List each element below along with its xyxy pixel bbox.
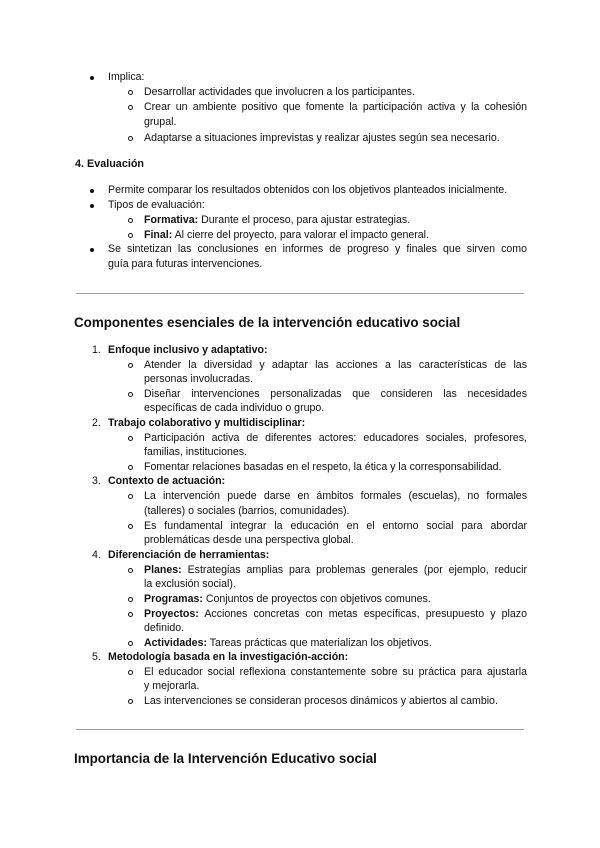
c3-a-line2: (talleres) o sociales (barrios, comunidades). [144, 505, 350, 517]
bullet-circle [128, 436, 133, 441]
planes-label: Planes: [144, 564, 182, 576]
bullet-circle [128, 699, 133, 704]
programas-label: Programas: [144, 593, 203, 605]
c4-proyectos-line1 [144, 607, 527, 622]
bullet-circle [128, 494, 133, 499]
evaluacion-item-3-line1: Se sintetizan las conclusiones en informes de progreso y finales que sirven como [108, 243, 527, 255]
bullet-circle [128, 105, 133, 110]
implica-label: Implica: [108, 71, 145, 83]
bullet-circle [128, 233, 133, 238]
programas-text: Conjuntos de proyectos con objetivos comunes. [205, 593, 431, 605]
c4-programas [144, 592, 431, 607]
implica-item-2-line2: grupal. [144, 116, 177, 128]
c3-title: Contexto de actuación: [108, 475, 226, 487]
implica-item-2-line1: Crear un ambiente positivo que fomente la participación activa y la cohesión [144, 101, 527, 113]
bullet-circle [128, 465, 133, 470]
formativa-label: Formativa: [144, 214, 199, 226]
bullet-dot [90, 204, 94, 208]
proyectos-text: Acciones concretas con metas específicas, presupuesto y plazo [204, 608, 527, 620]
c3-a-line1: La intervención puede darse en ámbitos formales (escuelas), no formales [144, 490, 527, 502]
evaluacion-final [144, 228, 429, 243]
bullet-circle [128, 670, 133, 675]
actividades-text: Tareas prácticas que materializan los objetivos. [209, 637, 432, 649]
list-number: 4. [92, 549, 101, 561]
list-number: 3. [92, 475, 101, 487]
evaluacion-heading: 4. Evaluación [75, 158, 145, 170]
c5-a-line1: El educador social reflexiona constantemente sobre su práctica para ajustarla [144, 666, 527, 678]
bullet-circle [128, 612, 133, 617]
implica-item-1: Desarrollar actividades que involucren a los participantes. [144, 86, 415, 98]
c4-title: Diferenciación de herramientas: [108, 549, 270, 561]
c2-a-line2: familias, instituciones. [144, 446, 248, 458]
planes-text: Estrategias amplias para problemas generales (por ejemplo, reducir [187, 564, 527, 576]
c1-a-line1: Atender la diversidad y adaptar las acciones a las características de las [144, 359, 527, 371]
bullet-circle [128, 392, 133, 397]
importancia-title: Importancia de la Intervención Educativo social [74, 751, 377, 766]
evaluacion-item-3-line2: guía para futuras intervenciones. [108, 258, 263, 270]
componentes-title: Componentes esenciales de la intervención educativo social [74, 315, 461, 330]
c4-proyectos-line2: definido. [144, 622, 185, 634]
final-label: Final: [144, 229, 173, 241]
list-number: 2. [92, 417, 101, 429]
c2-a-line1: Participación activa de diferentes actores: educadores sociales, profesores, [144, 432, 527, 444]
horizontal-divider [76, 293, 524, 294]
evaluacion-item-2: Tipos de evaluación: [108, 199, 205, 211]
formativa-text: Durante el proceso, para ajustar estrategias. [201, 214, 411, 226]
list-number: 1. [92, 344, 101, 356]
bullet-circle [128, 90, 133, 95]
c5-b-line1: Las intervenciones se consideran procesos dinámicos y abiertos al cambio. [144, 695, 498, 707]
evaluacion-formativa [144, 213, 410, 228]
bullet-dot [90, 248, 94, 252]
c2-b-line1: Fomentar relaciones basadas en el respeto, la ética y la corresponsabilidad. [144, 461, 502, 473]
c1-a-line2: personas involucradas. [144, 373, 253, 385]
implica-item-3: Adaptarse a situaciones imprevistas y realizar ajustes según sea necesario. [144, 132, 500, 144]
evaluacion-item-1: Permite comparar los resultados obtenidos con los objetivos planteados inicialmente. [108, 184, 508, 196]
bullet-circle [128, 568, 133, 573]
horizontal-divider [76, 729, 524, 730]
c5-a-line2: y mejorarla. [144, 680, 200, 692]
bullet-circle [128, 136, 133, 141]
c4-actividades [144, 636, 432, 651]
bullet-circle [128, 597, 133, 602]
bullet-circle [128, 363, 133, 368]
bullet-circle [128, 641, 133, 646]
bullet-dot [90, 189, 94, 193]
proyectos-label: Proyectos: [144, 608, 199, 620]
c5-title: Metodología basada en la investigación-acción: [108, 651, 349, 663]
c3-b-line1: Es fundamental integrar la educación en el entorno social para abordar [144, 520, 527, 532]
list-number: 5. [92, 651, 101, 663]
bullet-circle [128, 524, 133, 529]
c4-planes-line1 [144, 563, 527, 578]
c4-planes-line2: la exclusión social). [144, 578, 236, 590]
c1-b-line2: específicas de cada individuo o grupo. [144, 402, 325, 414]
bullet-circle [128, 218, 133, 223]
bullet-dot [90, 76, 94, 80]
c1-b-line1: Diseñar intervenciones personalizadas que consideren las necesidades [144, 388, 527, 400]
c2-title: Trabajo colaborativo y multidisciplinar: [108, 417, 306, 429]
actividades-label: Actividades: [144, 637, 207, 649]
c1-title: Enfoque inclusivo y adaptativo: [108, 344, 268, 356]
final-text: Al cierre del proyecto, para valorar el impacto general. [174, 229, 429, 241]
c3-b-line2: problemáticas desde una perspectiva global. [144, 534, 354, 546]
